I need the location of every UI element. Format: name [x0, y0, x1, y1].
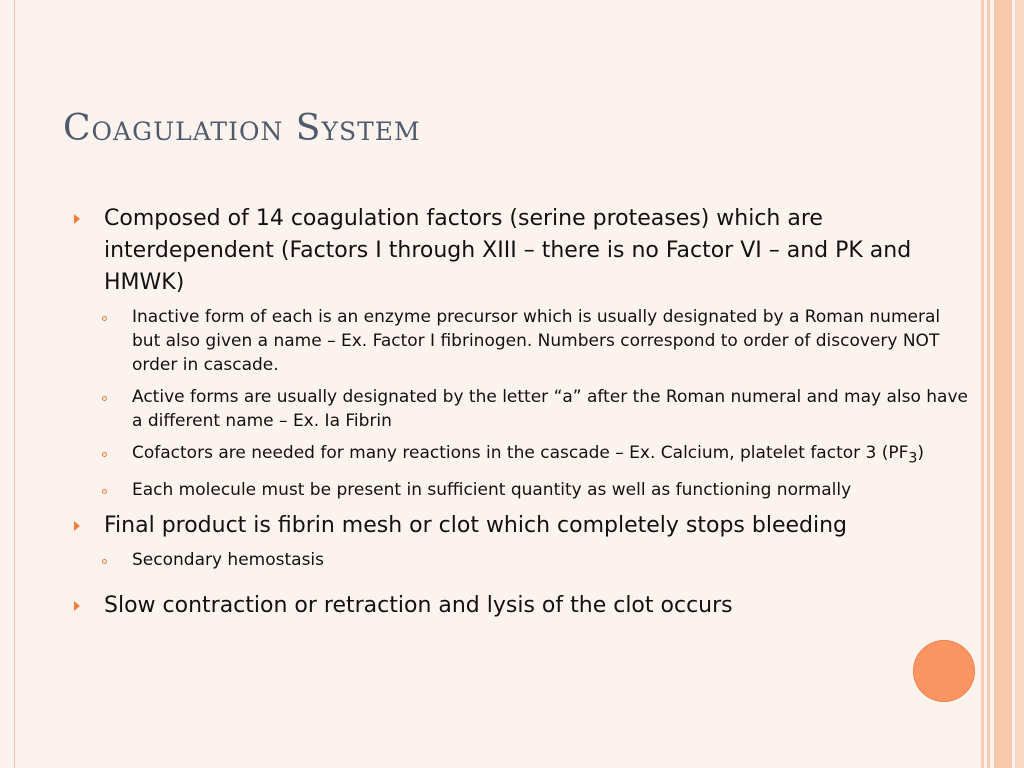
triangle-right-icon [74, 214, 80, 224]
right-stripe [981, 0, 984, 768]
slide-title: Coagulation System [63, 108, 421, 149]
sub-bullet-item [72, 441, 972, 470]
slide-content [72, 203, 972, 622]
small-circle-icon [102, 452, 107, 457]
sub-bullet-text: Inactive form of each is an enzyme precursor which is usually designated by a Roman numeral but also given a name – Ex. Factor I fibrinogen. Numbers correspond to order of discovery NOT order in cascade. [132, 307, 941, 375]
sub-bullet-list [72, 548, 972, 572]
bullet-item [72, 590, 972, 622]
subscript: 3 [908, 450, 918, 467]
right-stripe [1015, 0, 1024, 768]
sub-bullet-text: Cofactors are needed for many reactions in the cascade – Ex. Calcium, platelet factor 3 $(PF_3)$ [132, 443, 925, 467]
bullet-text: Slow contraction or retraction and lysis of the clot occurs [104, 593, 733, 619]
sub-bullet-item [72, 305, 972, 377]
sub-bullet-text: Secondary hemostasis [132, 550, 325, 571]
small-circle-icon [102, 559, 107, 564]
bullet-text: Composed of 14 coagulation factors (serine proteases) which are interdependent (Factors I through XIII – there is no Factor VI – and PK and HMWK) [104, 206, 912, 295]
decorative-circle [913, 640, 975, 702]
bullet-text: Final product is fibrin mesh or clot which completely stops bleeding [104, 513, 848, 539]
sub-bullet-item [72, 548, 972, 572]
sub-bullet-item [72, 478, 972, 502]
right-stripe [994, 0, 1012, 768]
sub-bullet-text: Active forms are usually designated by the letter “a” after the Roman numeral and may also have a different name – Ex. Ia Fibrin [132, 387, 968, 431]
bullet-item [72, 203, 972, 299]
small-circle-icon [102, 316, 107, 321]
small-circle-icon [102, 396, 107, 401]
sub-bullet-text: Each molecule must be present in sufficient quantity as well as functioning normally [132, 480, 852, 501]
triangle-right-icon [74, 601, 80, 611]
right-stripe [987, 0, 990, 768]
left-accent-line [14, 0, 15, 768]
triangle-right-icon [74, 521, 80, 531]
sub-bullet-list [72, 305, 972, 502]
small-circle-icon [102, 489, 107, 494]
sub-bullet-item [72, 385, 972, 433]
bullet-item [72, 510, 972, 542]
